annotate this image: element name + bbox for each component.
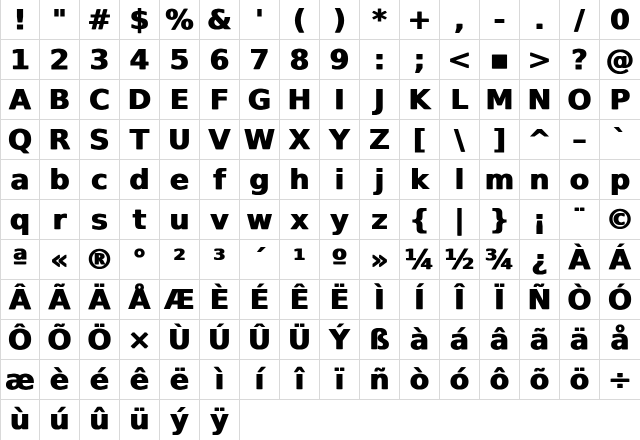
glyph-cell: W [240,120,280,160]
glyph-cell: ê [120,360,160,400]
glyph-cell: ¡ [520,200,560,240]
glyph-cell: R [40,120,80,160]
glyph-cell: g [240,160,280,200]
glyph-cell: á [440,320,480,360]
glyph-row [0,240,640,280]
glyph-cell: ß [360,320,400,360]
glyph-cell: ) [320,0,360,40]
glyph-cell: L [440,80,480,120]
glyph-cell: ? [560,40,600,80]
glyph-cell: , [440,0,480,40]
glyph-row [0,320,640,360]
glyph-cell: [ [400,120,440,160]
glyph-cell: ^ [520,120,560,160]
glyph-cell: b [40,160,80,200]
glyph-cell: Ú [200,320,240,360]
glyph-cell: * [360,0,400,40]
glyph-cell: A [0,80,40,120]
glyph-cell: P [600,80,640,120]
glyph-cell: > [520,40,560,80]
glyph-cell: ` [600,120,640,160]
glyph-cell: < [440,40,480,80]
glyph-cell: Z [360,120,400,160]
glyph-cell: ® [80,240,120,280]
glyph-cell: s [80,200,120,240]
glyph-cell: f [200,160,240,200]
glyph-cell: à [400,320,440,360]
glyph-cell: F [200,80,240,120]
glyph-cell: ] [480,120,520,160]
glyph-row [0,160,640,200]
glyph-cell: ý [160,400,200,440]
glyph-cell: + [400,0,440,40]
glyph-cell: H [280,80,320,120]
glyph-cell: % [160,0,200,40]
glyph-cell: U [160,120,200,160]
glyph-cell: Ì [360,280,400,320]
glyph-row [0,0,640,40]
glyph-cell: ª [0,240,40,280]
glyph-cell: T [120,120,160,160]
glyph-cell: z [360,200,400,240]
glyph-cell: È [200,280,240,320]
glyph-cell: v [200,200,240,240]
glyph-cell: ¾ [480,240,520,280]
glyph-cell: Æ [160,280,200,320]
glyph-cell: × [120,320,160,360]
glyph-cell: : [360,40,400,80]
glyph-cell: M [480,80,520,120]
glyph-cell: Ë [320,280,360,320]
glyph-cell: V [200,120,240,160]
glyph-cell: å [600,320,640,360]
glyph-cell: a [0,160,40,200]
glyph-cell: & [200,0,240,40]
glyph-cell: n [520,160,560,200]
glyph-cell: Ã [40,280,80,320]
glyph-cell: À [560,240,600,280]
glyph-cell: ³ [200,240,240,280]
glyph-cell: ! [0,0,40,40]
glyph-cell: # [80,0,120,40]
glyph-cell: ▪ [480,40,520,80]
glyph-cell: 0 [600,0,640,40]
glyph-cell: ½ [440,240,480,280]
glyph-cell: ¼ [400,240,440,280]
glyph-cell: ü [120,400,160,440]
glyph-cell: r [40,200,80,240]
glyph-cell: } [480,200,520,240]
glyph-cell: d [120,160,160,200]
glyph-cell: Õ [40,320,80,360]
glyph-cell: ù [0,400,40,440]
glyph-cell: â [480,320,520,360]
glyph-cell: t [120,200,160,240]
glyph-cell: - [480,0,520,40]
glyph-cell: I [320,80,360,120]
glyph-cell: õ [520,360,560,400]
glyph-cell: Î [440,280,480,320]
glyph-cell: ú [40,400,80,440]
glyph-cell: ´ [240,240,280,280]
glyph-cell: Ô [0,320,40,360]
glyph-cell: ä [560,320,600,360]
glyph-cell: w [240,200,280,240]
glyph-cell: X [280,120,320,160]
glyph-cell: 8 [280,40,320,80]
glyph-cell: x [280,200,320,240]
glyph-row [0,200,640,240]
glyph-cell: e [160,160,200,200]
glyph-row [0,40,640,80]
glyph-cell: ó [440,360,480,400]
glyph-cell: ² [160,240,200,280]
glyph-cell: ã [520,320,560,360]
glyph-row [0,280,640,320]
glyph-cell: » [360,240,400,280]
glyph-cell: m [480,160,520,200]
glyph-cell: – [560,120,600,160]
glyph-cell: O [560,80,600,120]
glyph-cell: ô [480,360,520,400]
glyph-cell: Ý [320,320,360,360]
glyph-cell: q [0,200,40,240]
glyph-cell: « [40,240,80,280]
glyph-cell: p [600,160,640,200]
glyph-cell: k [400,160,440,200]
glyph-cell: l [440,160,480,200]
glyph-cell: / [560,0,600,40]
glyph-row [0,400,640,440]
glyph-cell: Y [320,120,360,160]
glyph-cell: 1 [0,40,40,80]
glyph-cell: J [360,80,400,120]
glyph-cell: Ò [560,280,600,320]
glyph-cell: 5 [160,40,200,80]
glyph-cell: Ä [80,280,120,320]
glyph-cell: ì [200,360,240,400]
glyph-row [0,120,640,160]
glyph-cell: Â [0,280,40,320]
glyph-cell: Ê [280,280,320,320]
glyph-cell: \ [440,120,480,160]
glyph-cell: S [80,120,120,160]
glyph-row [0,360,640,400]
glyph-cell: ° [120,240,160,280]
glyph-cell: 6 [200,40,240,80]
glyph-row [0,80,640,120]
glyph-cell: ; [400,40,440,80]
glyph-cell: Ñ [520,280,560,320]
glyph-cell: ö [560,360,600,400]
glyph-cell: | [440,200,480,240]
glyph-cell: o [560,160,600,200]
glyph-cell: î [280,360,320,400]
glyph-cell: ¨ [560,200,600,240]
glyph-cell: u [160,200,200,240]
glyph-cell: ñ [360,360,400,400]
glyph-cell: Ö [80,320,120,360]
glyph-cell: 7 [240,40,280,80]
glyph-cell: Ü [280,320,320,360]
glyph-cell: ( [280,0,320,40]
glyph-cell: i [320,160,360,200]
glyph-cell: @ [600,40,640,80]
glyph-cell: B [40,80,80,120]
glyph-cell: ¿ [520,240,560,280]
glyph-cell: C [80,80,120,120]
glyph-cell: Á [600,240,640,280]
glyph-cell: Û [240,320,280,360]
glyph-cell: { [400,200,440,240]
glyph-cell: ¹ [280,240,320,280]
glyph-cell: K [400,80,440,120]
glyph-cell: N [520,80,560,120]
glyph-cell: Ó [600,280,640,320]
glyph-cell: © [600,200,640,240]
glyph-cell: 2 [40,40,80,80]
glyph-cell: Ï [480,280,520,320]
glyph-cell: Í [400,280,440,320]
glyph-cell: ÷ [600,360,640,400]
glyph-cell: G [240,80,280,120]
glyph-cell: É [240,280,280,320]
glyph-cell: è [40,360,80,400]
glyph-cell: . [520,0,560,40]
glyph-cell: Q [0,120,40,160]
glyph-cell: h [280,160,320,200]
glyph-cell: c [80,160,120,200]
glyph-cell: í [240,360,280,400]
glyph-cell: ' [240,0,280,40]
glyph-cell: E [160,80,200,120]
glyph-cell: 4 [120,40,160,80]
glyph-cell: j [360,160,400,200]
glyph-cell: û [80,400,120,440]
glyph-cell: $ [120,0,160,40]
glyph-cell: ï [320,360,360,400]
glyph-cell: ò [400,360,440,400]
glyph-cell: ë [160,360,200,400]
glyph-cell: º [320,240,360,280]
glyph-cell: y [320,200,360,240]
glyph-cell: Å [120,280,160,320]
glyph-cell: D [120,80,160,120]
glyph-cell: Ù [160,320,200,360]
glyph-cell: é [80,360,120,400]
glyph-cell: æ [0,360,40,400]
glyph-cell: 9 [320,40,360,80]
glyph-cell: 3 [80,40,120,80]
glyph-cell: " [40,0,80,40]
glyph-cell: ÿ [200,400,240,440]
